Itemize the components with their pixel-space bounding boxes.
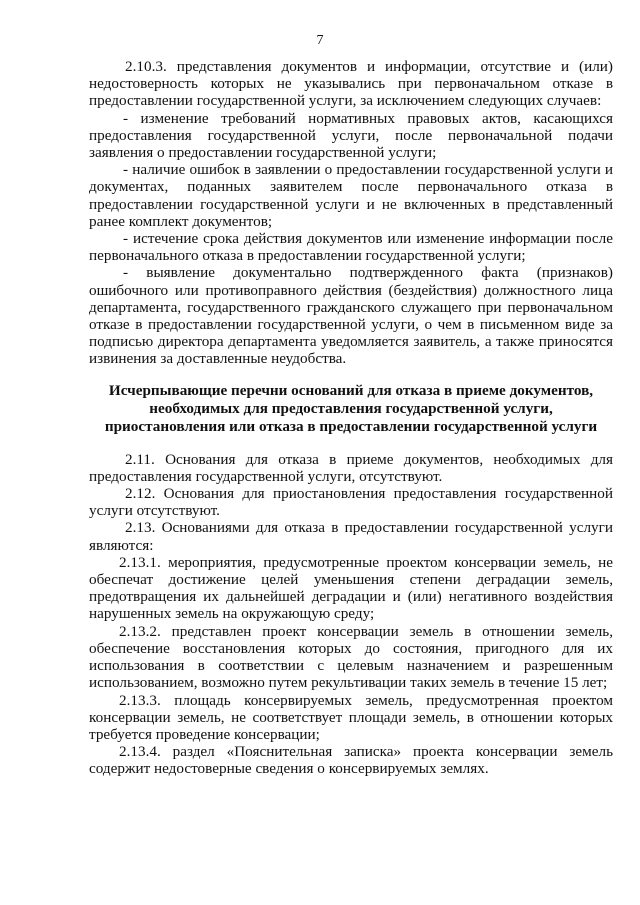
- section-heading: Исчерпывающие перечни оснований для отказа в приеме документов, необходимых для предоставления государственной услуги, приостановления или отказа в предоставлении государственной услуги: [104, 381, 598, 435]
- document-body: [89, 58, 613, 778]
- top-paragraph: - истечение срока действия документов или изменение информации после первоначального отказа в предоставлении государственной услуги;: [89, 230, 613, 265]
- bottom-paragraph: 2.13.2. представлен проект консервации земель в отношении земель, обеспечение восстановления которых до состояния, пригодного для их использования в соответствии с целевым назначением и разрешенным использованием, возможно путем рекультивации таких земель в течение 15 лет;: [89, 622, 613, 692]
- section-2-10-3: [89, 58, 613, 368]
- bottom-paragraph: 2.13.1. мероприятия, предусмотренные проектом консервации земель, не обеспечат достижение целей уменьшения степени деградации земель, предотвращения их дальнейшей деградации и (или) негативного воздействия нарушенных земель на окружающую среду;: [89, 553, 613, 623]
- bottom-paragraph: 2.13.3. площадь консервируемых земель, предусмотренная проектом консервации земель, не соответствует площади земель, в отношении которых требуется проведение консервации;: [89, 691, 613, 743]
- page-number: 7: [316, 33, 324, 48]
- bottom-paragraph: 2.12. Основания для приостановления предоставления государственной услуги отсутствуют.: [89, 485, 613, 520]
- bottom-paragraph: 2.11. Основания для отказа в приеме документов, необходимых для предоставления государственной услуги, отсутствуют.: [89, 450, 613, 485]
- top-paragraph: 2.10.3. представления документов и информации, отсутствие и (или) недостоверность которых не указывались при первоначальном отказе в предоставлении государственной услуги, за исключением следующих случаев:: [89, 58, 613, 110]
- top-paragraph: - выявление документально подтвержденного факта (признаков) ошибочного или противоправного действия (бездействия) должностного лица департамента, государственного гражданского служащего при первоначальном отказе в предоставлении государственной услуги, о чем в письменном виде за подписью директора департамента уведомляется заявитель, а также приносятся извинения за доставленные неудобства.: [89, 264, 613, 368]
- section-2-11-2-13: [89, 451, 613, 778]
- bottom-paragraph: 2.13. Основаниями для отказа в предоставлении государственной услуги являются:: [89, 519, 613, 554]
- top-paragraph: - наличие ошибок в заявлении о предоставлении государственной услуги и документах, поданных заявителем после первоначального отказа в предоставлении государственной услуги и не включенных в представленный ранее комплект документов;: [89, 161, 613, 230]
- bottom-paragraph: 2.13.4. раздел «Пояснительная записка» проекта консервации земель содержит недостоверные сведения о консервируемых землях.: [89, 743, 613, 778]
- top-paragraph: - изменение требований нормативных правовых актов, касающихся предоставления государственной услуги, после первоначальной подачи заявления о предоставлении государственной услуги;: [89, 109, 613, 162]
